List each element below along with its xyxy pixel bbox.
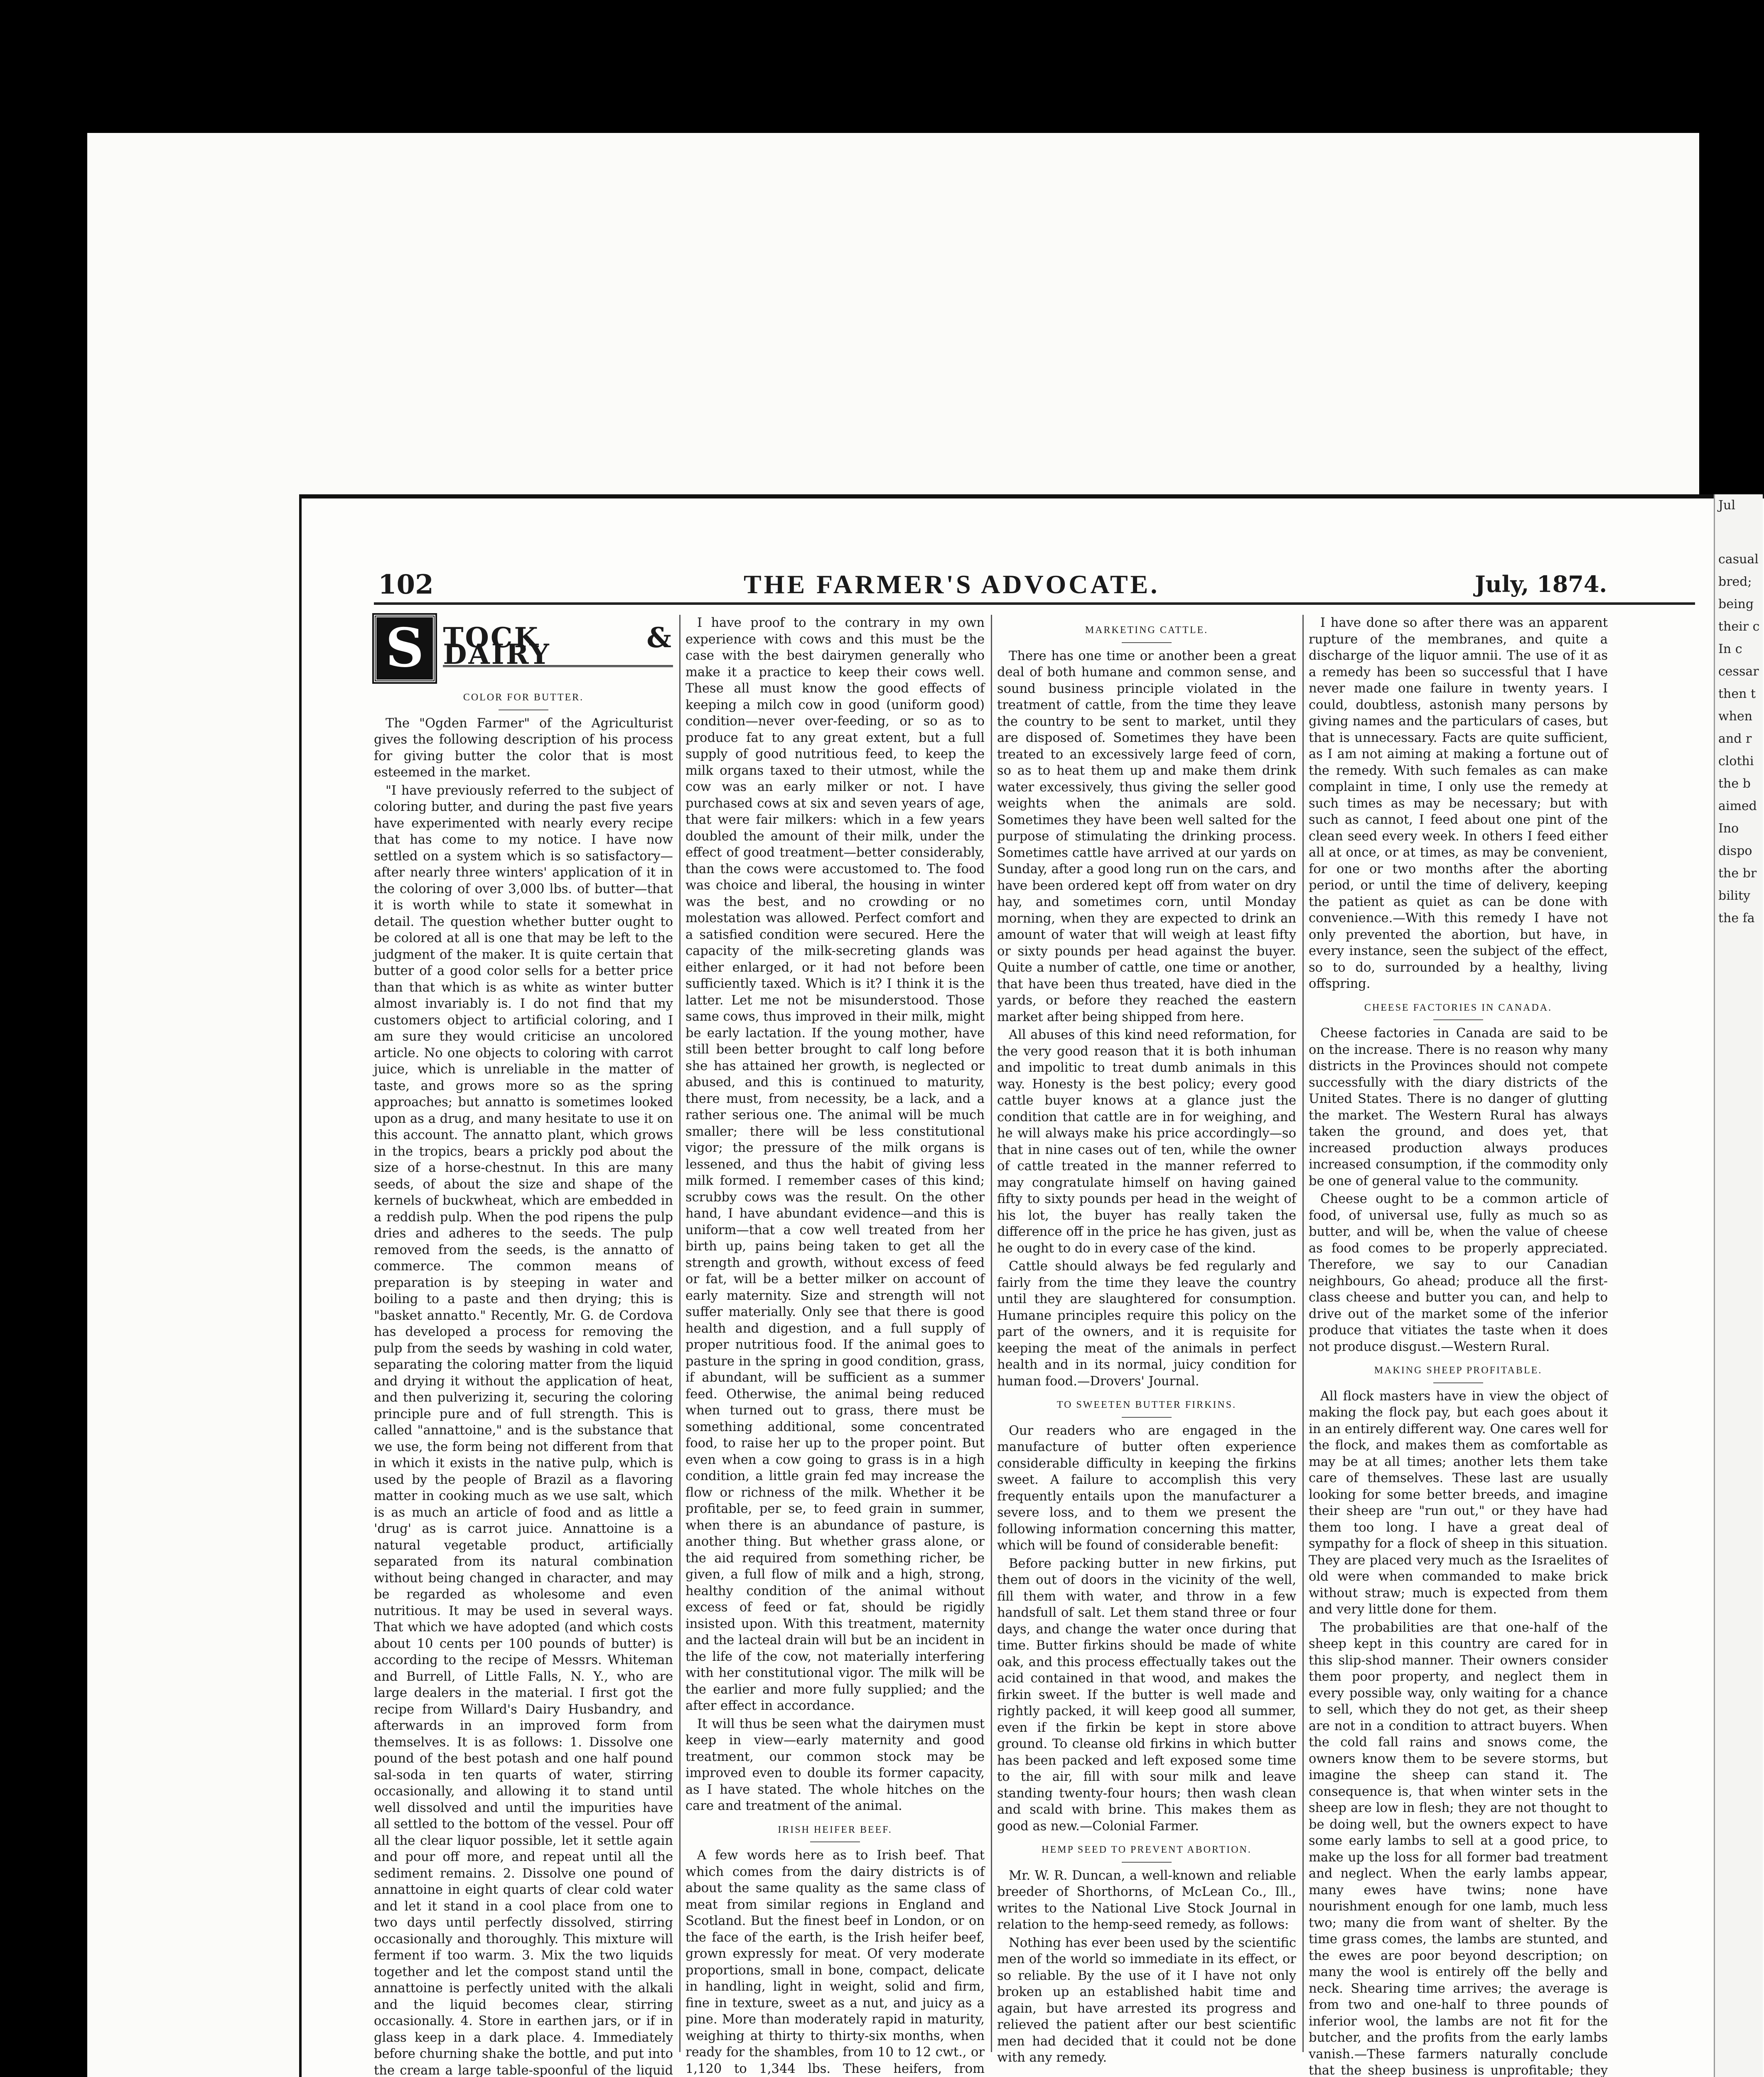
column-divider	[1302, 615, 1304, 2052]
edge-line: cessar	[1718, 664, 1759, 679]
issue-date: July, 1874.	[1475, 571, 1607, 597]
masthead	[328, 569, 1707, 598]
article-paragraph: "I have previously referred to the subject of coloring butter, and during the past five years have experimented with nearly every recipe that has come to my notice. I have now settled on a system which is so satisfactory—after nearly three winters' application of it in the coloring of over 3,000 lbs. of butter—that it is worth while to state it somewhat in detail. The question whether butter ought to be colored at all is one that may be left to the judgment of the maker. It is quite certain that butter of a good color sells for a better price than that which is as white as winter butter almost invariably is. I do not find that my customers object to artificial coloring, and I am sure they would criticise an uncolored article. No one objects to coloring with carrot juice, which is unreliable in the matter of taste, and grows more so as the spring approaches; but annatto is sometimes looked upon as a drug, and many hesitate to use it on this account. The annatto plant, which grows in the tropics, bears a prickly pod about the size of a horse-chestnut. In this are many seeds, of about the size and shape of the kernels of buckwheat, which are embedded in a reddish pulp. When the pod ripens the pulp dries and adheres to the seeds. The pulp removed from the seeds, is the annatto of commerce. The common means of preparation is by steeping in water and boiling to a paste and then drying; this is "basket annatto." Recently, Mr. G. de Cordova has developed a process for removing the pulp from the seeds by washing in cold water, separating the coloring matter from the liquid and drying it without the application of heat, and then pulverizing it, securing the coloring principle pure and of full strength. This is called "annattoine," and is the substance that we use, the form being not different from that in which it exists in the native pulp, which is used by the people of Brazil as a flavoring matter in cooking much as we use salt, which is as much an article of food and as little a 'drug' as is carrot juice. Annattoine is a natural vegetable product, artificially separated from its natural combination without being changed in character, and may be regarded as wholesome and even nutritious. It may be used in several ways. That which we have adopted (and which costs about 10 cents per 100 pounds of butter) is according to the recipe of Messrs. Whiteman and Burrell, of Little Falls, N. Y., who are large dealers in the material. I first got the recipe from Willard's Dairy Husbandry, and afterwards in an improved form from themselves. It is as follows: 1. Dissolve one pound of the best potash and one half pound sal-soda in ten quarts of water, stirring occasionally, and allowing it to stand until well dissolved and until the impurities have all settled to the bottom of the vessel. Pour off all the clear liquor possible, let it settle again and pour off more, and repeat until all the sediment remains. 2. Dissolve one pound of annattoine in eight quarts of clear cold water and let it stand in a cool place from one to two days until perfectly dissolved, stirring occasionally and thoroughly. This mixture will ferment if too warm. 3. Mix the two liquids together and let the compost stand until the annattoine is perfectly united with the alkali and the liquid becomes clear, stirring occasionally. 4. Store in earthen jars, or if in glass keep in a dark place. 4. Immediately before churning shake the bottle, and put into the cream a large table-spoonful of the liquid	[374, 783, 673, 2077]
edge-line: Ino	[1718, 821, 1739, 836]
article-paragraph: Before packing butter in new firkins, put them out of doors in the vicinity of the well, fill them with water, and throw in a few handsfull of salt. Let them stand three or four days, and change the water once during that time. Butter firkins should be made of white oak, and this process effectually takes out the acid contained in that wood, and makes the firkin sweet. If the butter is well made and rightly packed, it will keep good all summer, even if the firkin be kept in store above ground. To cleanse old firkins in which butter has been packed and left exposed some time to the air, fill with sour milk and leave standing twenty-four hours; then wash clean and scald with brine. This makes them as good as new.—Colonial Farmer.	[997, 1556, 1296, 1834]
article-paragraph: Cattle should always be fed regularly and fairly from the time they leave the country until they are slaughtered for consumption. Humane principles require this policy on the part of the owners, and it is requisite for keeping the meat of the animals in perfect health and in its normal, juicy condition for human food.—Drovers' Journal.	[997, 1259, 1296, 1389]
edge-line: the fa	[1718, 911, 1755, 926]
ornamental-dropcap: S	[374, 615, 435, 682]
article-heading: TO SWEETEN BUTTER FIRKINS.	[997, 1397, 1296, 1418]
edge-line: when	[1718, 709, 1753, 724]
article-paragraph: Mr. W. R. Duncan, a well-known and reliable breeder of Shorthorns, of McLean Co., Ill., writes to the National Live Stock Journal in relation to the hemp-seed remedy, as follows:	[997, 1868, 1296, 1932]
department-title: TOCK & DAIRY	[443, 621, 673, 670]
article-paragraph: The probabilities are that one-half of the sheep kept in this country are cared for in this slip-shod manner. Their owners consider them poor property, and neglect them in every possible way, only waiting for a chance to sell, which they do not get, as their sheep are not in a condition to attract buyers. When the cold fall rains and snows come, the owners know them to be severe storms, but imagine the sheep can stand it. The consequence is, that when winter sets in the sheep are low in flesh; they are not thought to be doing well, but the owners expect to have some early lambs to sell at a good price, to make up the loss for all former bad treatment and neglect. When the early lambs appear, many ewes have twins; none have nourishment enough for one lamb, much less two; many die from want of shelter. By the time grass comes, the lambs are stunted, and the ewes are poor beyond description; on many the wool is entirely off the belly and neck. Shearing time arrives; the average is from two and one-half to three pounds of inferior wool, the lambs are not fit for the butcher, and the profits from the early lambs vanish.—These farmers naturally conclude that the sheep business is unprofitable; they	[1309, 1620, 1608, 2077]
adjacent-page-edge	[1714, 494, 1763, 2077]
article-heading: COLOR FOR BUTTER.	[374, 690, 673, 710]
article-paragraph: I have done so after there was an apparent rupture of the membranes, and quite a discharge of the liquor amnii. The use of it as a remedy has been so successful that I have never made one failure in twenty years. I could, doubtless, astonish many persons by giving names and the particulars of cases, but that is unnecessary. Facts are quite sufficient, as I am not aiming at making a fortune out of the remedy. With such females as can make complaint in time, I only use the remedy at such times as may be necessary; but with such as cannot, I feed about one pint of the clean seed every week. In others I feed either all at once, or at times, as may be convenient, for one or two months after the aborting period, or until the time of delivery, keeping the patient as quiet as can be done with convenience.—With this remedy I have not only prevented the abortion, but have, in every instance, seen the subject of the effect, so to do, surrounded by a healthy, living offspring.	[1309, 616, 1608, 991]
edge-line: aimed	[1718, 799, 1757, 813]
edge-line: bred;	[1718, 574, 1752, 589]
edge-header: Jul	[1718, 498, 1735, 513]
department-header	[374, 615, 673, 682]
article-paragraph: The "Ogden Farmer" of the Agriculturist gives the following description of his process for giving butter the color that is most esteemed in the market.	[374, 716, 673, 780]
article-paragraph: Our readers who are engaged in the manufacture of butter often experience considerable difficulty in keeping the firkins sweet. A failure to accomplish this very frequently entails upon the manufacturer a severe loss, and to them we present the following information concerning this matter, which will be found of considerable benefit:	[997, 1423, 1296, 1553]
column-2	[685, 615, 985, 2076]
edge-line: their c	[1718, 619, 1760, 634]
page-number: 102	[378, 569, 434, 600]
article-paragraph: All abuses of this kind need reformation, for the very good reason that it is both inhuman and impolitic to treat dumb animals in this way. Honesty is the best policy; every good cattle buyer knows at a glance just the condition that cattle are in for weighing, and he will always make his price accordingly—so that in nine cases out of ten, while the owner of cattle treated in the manner referred to may congratulate himself on having gained fifty to sixty pounds per head in the weight of his lot, the buyer has really taken the difference off in the price he has given, just as he ought to do in every case of the kind.	[997, 1028, 1296, 1256]
article-paragraph: A few words here as to Irish beef. That which comes from the dairy districts is of about the same quality as the same class of meat from similar regions in England and Scotland. But the finest beef in London, or on the face of the earth, is the Irish heifer beef, grown expressly for meat. Of very moderate proportions, small in bone, compact, delicate in handling, light in weight, solid and firm, fine in texture, sweet as a nut, and juicy as a pine. More than moderately rapid in maturity, weighing at thirty to thirty-six months, when ready for the shambles, from 10 to 12 cwt., or 1,120 to 1,344 lbs. These heifers, from	[685, 1848, 985, 2076]
article-heading: IRISH HEIFER BEEF.	[685, 1822, 985, 1843]
article-paragraph: I have proof to the contrary in my own experience with cows and this must be the case with the best dairymen generally who make it a practice to keep their cows well. These all must know the good effects of keeping a milch cow in good (uniform good) condition—never over-feeding, or so as to produce fat to any great extent, but a full supply of good nutritious feed, to keep the milk organs taxed to their utmost, while the cow was an early milker or not. I have purchased cows at six and seven years of age, that were fair milkers: which in a few years doubled the amount of their milk, under the effect of good treatment—better considerably, than the cows were accustomed to. The food was choice and liberal, the housing in winter was the best, and no crowding or no molestation was allowed. Perfect comfort and a satisfied condition were secured. Here the capacity of the milk-secreting glands was either enlarged, or it had not before been sufficiently taxed. Which is it? I think it is the latter. Let me not be misunderstood. Those same cows, thus improved in their milk, might be early lactation. If the young mother, have still been better brought to calf long before she has attained her growth, is neglected or abused, and this is continued to maturity, there must, from necessity, be a lack, and a rather serious one. The animal will be much smaller; there will be less constitutional vigor; the pressure of the milk organs is lessened, and thus the habit of giving less milk formed. I remember cases of this kind; scrubby cows was the result. On the other hand, I have abundant evidence—and this is uniform—that a cow well treated from her birth up, pains being taken to get all the strength and growth, without excess of feed or fat, will be a better milker on account of early maternity. Size and strength will not suffer materially. Only see that there is good health and digestion, and a full supply of proper nutritious food. If the animal goes to pasture in the spring in good condition, grass, if abundant, will be sufficient as a summer feed. Otherwise, the animal being reduced when turned out to grass, there must be something additional, some concentrated food, to raise her up to the proper point. But even when a cow going to grass is in a high condition, a little grain fed may increase the flow or richness of the milk. Whether it be profitable, per se, to feed grain in summer, when there is an abundance of pasture, is another thing. But whether grass alone, or the aid required from something richer, be given, a full flow of milk and a high, strong, healthy condition of the animal without excess of feed or fat, should be rigidly insisted upon. With this treatment, maternity and the lacteal drain will but be an incident in the life of the cow, not materially interfering with her constitutional vigor. The milk will be the earlier and more fully supplied; and the after effect in accordance.	[685, 616, 985, 1713]
masthead-rule	[374, 602, 1695, 605]
newspaper-page	[328, 569, 1707, 2077]
edge-line: In c	[1718, 642, 1742, 656]
column-divider	[991, 615, 992, 2052]
article-paragraph: It will thus be seen what the dairymen must keep in view—early maternity and good treatment, our common stock may be improved even to double its former capacity, as I have stated. The whole hitches on the care and treatment of the animal.	[685, 1716, 985, 1813]
article-paragraph: All flock masters have in view the object of making the flock pay, but each goes about it in an entirely different way. One cares well for the flock, and makes them as comfortable as may be at all times; another lets them take care of themselves. These last are usually looking for some better breeds, and imagine their sheep are "run out," or they have had them too long. I have a great deal of sympathy for a flock of sheep in this situation. They are placed very much as the Israelites of old were when commanded to make brick without straw; much is expected from them and very little done for them.	[1309, 1389, 1608, 1617]
edge-line: the br	[1718, 866, 1757, 881]
column-1	[374, 615, 673, 2077]
edge-line: casual	[1718, 552, 1759, 567]
edge-line: bility	[1718, 889, 1750, 903]
edge-line: and r	[1718, 732, 1752, 746]
article-paragraph: Nothing has ever been used by the scientific men of the world so immediate in its effect, or so reliable. By the use of it I have not only broken up an established habit time and again, but have arrested its progress and relieved the patient after our best scientific men had decided that it could not be done with any remedy.	[997, 1935, 1296, 2065]
article-paragraph: Cheese ought to be a common article of food, of universal use, fully as much so as butter, and will be, when the value of cheese as food comes to be properly appreciated. Therefore, we say to our Canadian neighbours, Go ahead; produce all the first-class cheese and butter you can, and help to drive out of the market some of the inferior produce that vitiates the taste when it does not produce disgust.—Western Rural.	[1309, 1192, 1608, 1354]
article-heading: MARKETING CATTLE.	[997, 622, 1296, 643]
masthead-title: THE FARMER'S ADVOCATE.	[744, 570, 1160, 599]
article-heading: CHEESE FACTORIES IN CANADA.	[1309, 1000, 1608, 1021]
edge-line: dispo	[1718, 844, 1752, 858]
article-paragraph: Cheese factories in Canada are said to be on the increase. There is no reason why many districts in the Provinces should not compete successfully with the diary districts of the United States. There is no danger of glutting the market. The Western Rural has always taken the ground, and does yet, that increased production always produces increased consumption, if the commodity only be one of general value to the community.	[1309, 1026, 1608, 1188]
edge-line: being	[1718, 597, 1754, 611]
article-paragraph: There has one time or another been a great deal of both humane and common sense, and sound business principle violated in the treatment of cattle, from the time they leave the country to be sent to market, until they are disposed of. Sometimes they have been treated to an excessively large feed of corn, so as to heat them up and make them drink water excessively, thus giving the seller good weights when the animals are sold. Sometimes they have been well salted for the purpose of stimulating the drinking process. Sometimes cattle have arrived at our yards on Sunday, after a good long run on the cars, and have been ordered kept off from water on dry hay, and sometimes corn, until Monday morning, when they are expected to drink an amount of water that will weigh at least fifty or sixty pounds per head against the buyer. Quite a number of cattle, one time or another, that have been thus treated, have died in the yards, or before they reached the eastern market after being shipped from here.	[997, 648, 1296, 1024]
column-3	[997, 615, 1296, 2065]
column-divider	[679, 615, 681, 2052]
column-4	[1309, 615, 1608, 2077]
article-heading: MAKING SHEEP PROFITABLE.	[1309, 1363, 1608, 1383]
edge-line: then t	[1718, 687, 1756, 701]
article-heading: HEMP SEED TO PREVENT ABORTION.	[997, 1842, 1296, 1863]
edge-line: the b	[1718, 776, 1751, 791]
edge-line: clothi	[1718, 754, 1754, 768]
